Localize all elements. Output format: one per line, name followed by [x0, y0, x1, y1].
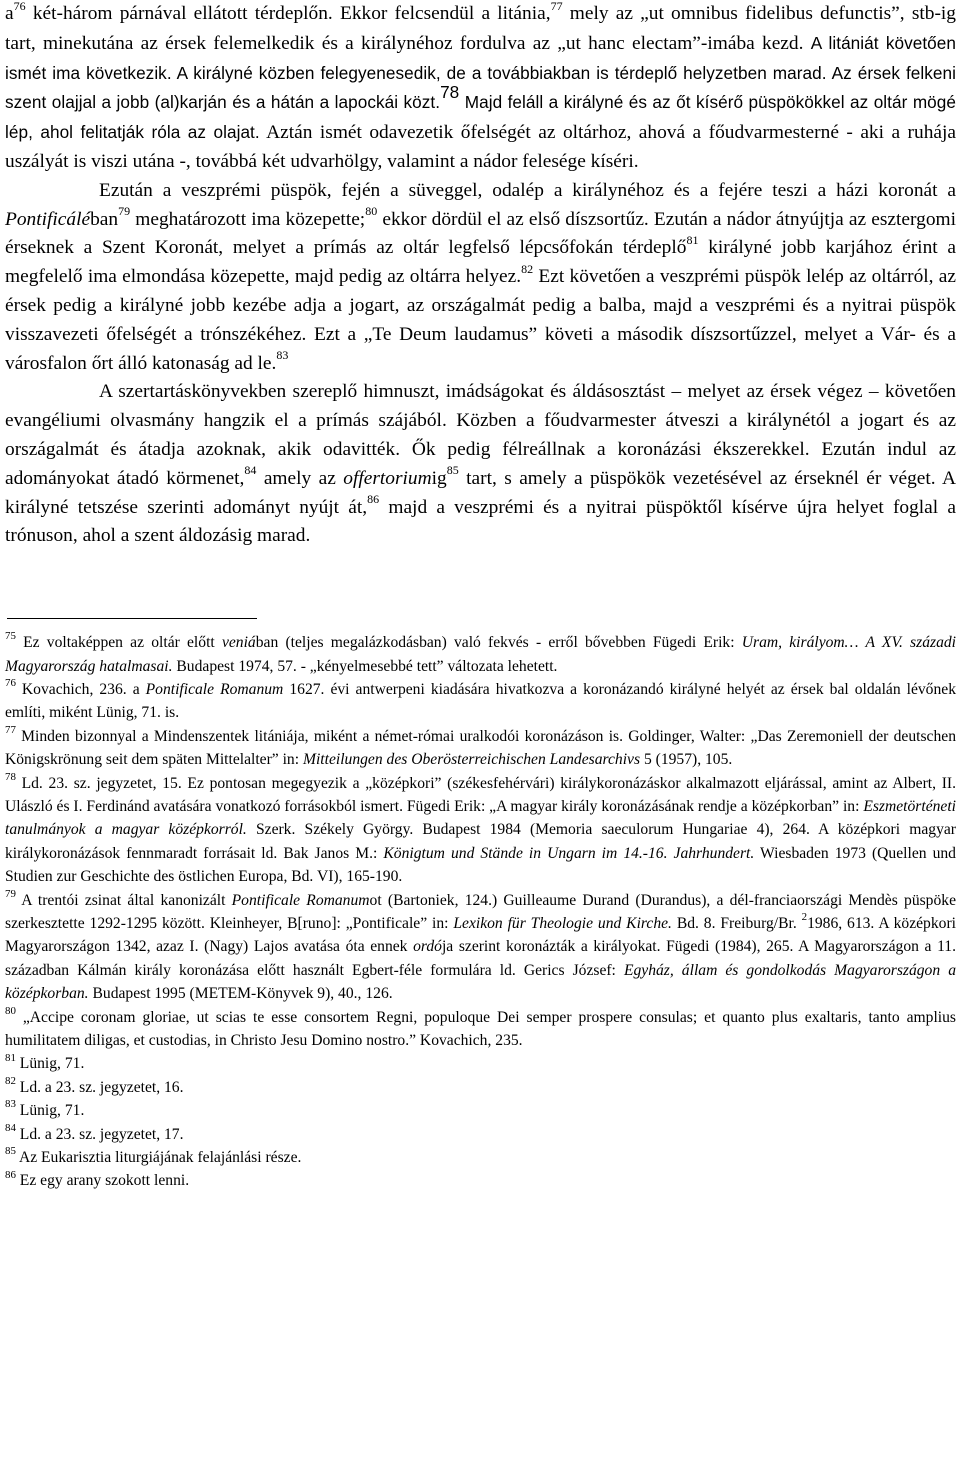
footnote-ref-77: 77: [550, 0, 563, 13]
footnote-ref-82: 82: [521, 261, 534, 276]
footnote-86: $^{86}$ Ez egy arany szokott lenni.: [5, 1168, 190, 1190]
footnote-83: $^{83}$ Lünig, 71.: [5, 1098, 85, 1120]
footnote-80: $^{80}$ „Accipe coronam gloriae, ut scias te esse consortem Regni, populoque Dei semper prospere consulas; et quanto plus exaltaris, tanto amplius humilitatem diligas, et custodias, in Christo Jesu Domino nostro.” Kovachich, 235.: [5, 1004, 956, 1050]
footnote-78: $^{78}$ Ld. 23. sz. jegyzetet, 15. Ez pontosan megegyezik a „középkori” (székesfehérvári) királykoronázáskor alkalmazott eljárással, amint az Albert, II. Ulászló és I. Ferdinánd avatására vonatkozó forrásokból ismert. Fügedi Erik: „A magyar király koronázásának rendje a középkorban” in: Eszmetörténeti tanulmányok a magyar középkorról. Szerk. Székely György. Budapest 1984 (Memoria saeculorum Hungariae 4), 264. A középkori magyar királykoronázások fennmaradt forrásait ld. Bak Janos M.: Königtum und Stände in Ungarn im 14.-16. Jahrhundert. Wiesbaden 1973 (Quellen und Studien zur Geschichte des östlichen Europa, Bd. VI), 165-190.: [5, 770, 956, 886]
paragraph-2: Ezután a veszprémi püspök, fején a süveggel, odalép a királynéhoz és a fejére teszi a házi koronát a Pontificáléban$^{79}$ meghatározott ima közepette;$^{80}$ ekkor dördül el az első díszsortűz. Ezután a nádor átnyújtja az esztergomi érseknek a Szent Koronát, melyet a prímás az oltár legfelső lépcsőfokán térdeplő$^{81}$ királyné jobb karjához érint a megfelelő ima elmondása közepette, majd pedig az oltárra helyez.$^{82}$ Ezt követően a veszprémi püspök lelép az oltárról, az érsek pedig a királyné jobb kezébe adja a jogart, az országalmát pedig a balba, majd a veszprémi és a nyitrai püspök visszavezeti őfelségét a trónszékéhez. Ezt a „Te Deum laudamus” követi a második díszsortűzzel, melyet a Vár- és a városfalon őrt álló katonaság ad le.$^{83}$: [5, 179, 957, 374]
footnotes: [5, 631, 956, 1193]
footnote-82: $^{82}$ Ld. a 23. sz. jegyzetet, 16.: [5, 1075, 184, 1096]
footnote-ref-86: 86: [367, 492, 380, 507]
footnote-81: $^{81}$ Lünig, 71.: [5, 1051, 85, 1073]
main-text: [5, 0, 956, 551]
footnote-ref-79: 79: [118, 204, 131, 219]
footnote-ref-76: 76: [13, 0, 26, 13]
footnote-84: $^{84}$ Ld. a 23. sz. jegyzetet, 17.: [5, 1121, 184, 1143]
footnote-ref-83: 83: [276, 348, 289, 363]
footnote-85: $^{85}$ Az Eukarisztia liturgiájának felajánlási része.: [5, 1145, 302, 1167]
footnote-ref-80: 80: [365, 204, 378, 219]
footnote-ref-81: 81: [686, 233, 699, 248]
footnote-79: $^{79}$ A trentói zsinat által kanonizált Pontificale Romanumot (Bartoniek, 124.) Guilleaume Durand (Durandus), a dél-franciaországi Mendès püspöke szerkesztette 1292-1295 között. Kleinheyer, B[runo]: „Pontificale” in: Lexikon für Theologie und Kirche. Bd. 8. Freiburg/Br. $^2$1986, 613. A középkori Magyarországon 1342, azaz I. (Nagy) Lajos avatása óta ennek ordója szerint koronázták a királyokat. Fügedi (1984), 265. A Magyarországon a 11. században Kálmán király koronázása előtt használt Egbert-féle formulára ld. Gerics József: Egyház, állam és gondolkodás Magyarországon a középkorban. Budapest 1995 (METEM-Könyvek 9), 40., 126.: [5, 887, 957, 1003]
paragraph-3: A szertartáskönyvekben szereplő himnuszt, imádságokat és áldásosztást – melyet az érsek végez – követően evangéliumi olvasmány hangzik el a prímás szájából. Közben a főudvarmester átveszi a királynétól a jogart és az országalmát és átadja azoknak, akik odavitték. Ők pedig félreállnak a koronázási ékszerekkel. Ezután indul az adományokat átadó körmenet,$^{84}$ amely az offertoriumig$^{85}$ tart, s amely a püspökök vezetésével az érseknél ér véget. A királyné tetszése szerinti adományt nyújt át,$^{86}$ majd a veszprémi és a nyitrai püspöktől kísérve újra helyet foglal a trónuson, ahol a szent áldozásig marad.: [5, 381, 956, 547]
footnote-separator: [7, 618, 257, 619]
footnote-76: $^{76}$ Kovachich, 236. a Pontificale Romanum 1627. évi antwerpeni kiadására hivatkozva a koronázandó királyné helyét az érsek bal oldalán lévőnek említi, miként Lünig, 71. is.: [5, 677, 956, 722]
footnote-77: $^{77}$ Minden bizonnyal a Mindenszentek litániája, miként a német-római uralkodói koronázáson is. Goldinger, Walter: „Das Zeremoniell der deutschen Königskrönung seit dem späten Mittelalter” in: Mitteilungen des Oberösterreichischen Landesarchivs 5 (1957), 105.: [5, 723, 956, 769]
footnote-ref-78: 78: [440, 82, 460, 103]
paragraph-1: $a^{76}$ két-három párnával ellátott térdeplőn. Ekkor felcsendül a litánia,$^{77}$ mely az „ut omnibus fidelibus defunctis”, stb-ig tart, minekutána az érsek felemelkedik és a királynéhoz fordulva az „ut hanc electam”-imába kezd. A litániát követően ismét ima következik. A királyné közben felegyenesedik, de a továbbiakban is térdeplő helyzetben marad. Az érsek felkeni szent olajjal a jobb (al)karján és a hátán a lapockái közt.$^{78}$ Majd feláll a királyné és az őt kísérő püspökökkel az oltár mögé lép, ahol felitatják róla az olajat. Aztán ismét odavezetik őfelségét az oltárhoz, ahová a főudvarmesterné - aki a ruhája uszályát is viszi utána -, továbbá két udvarhölgy, valamint a nádor felesége kíséri.: [5, 0, 957, 172]
footnote-75: $^{75}$ Ez voltaképpen az oltár előtt veniában (teljes megalázkodásban) való fekvés - erről bővebben Fügedi Erik: Uram, királyom… A XV. századi Magyarország hatalmasai. Budapest 1974, 57. - „kényelmesebbé tett” változata lehetett.: [5, 630, 956, 675]
footnote-ref-84: 84: [244, 463, 257, 478]
footnote-ref-85: 85: [446, 463, 459, 478]
